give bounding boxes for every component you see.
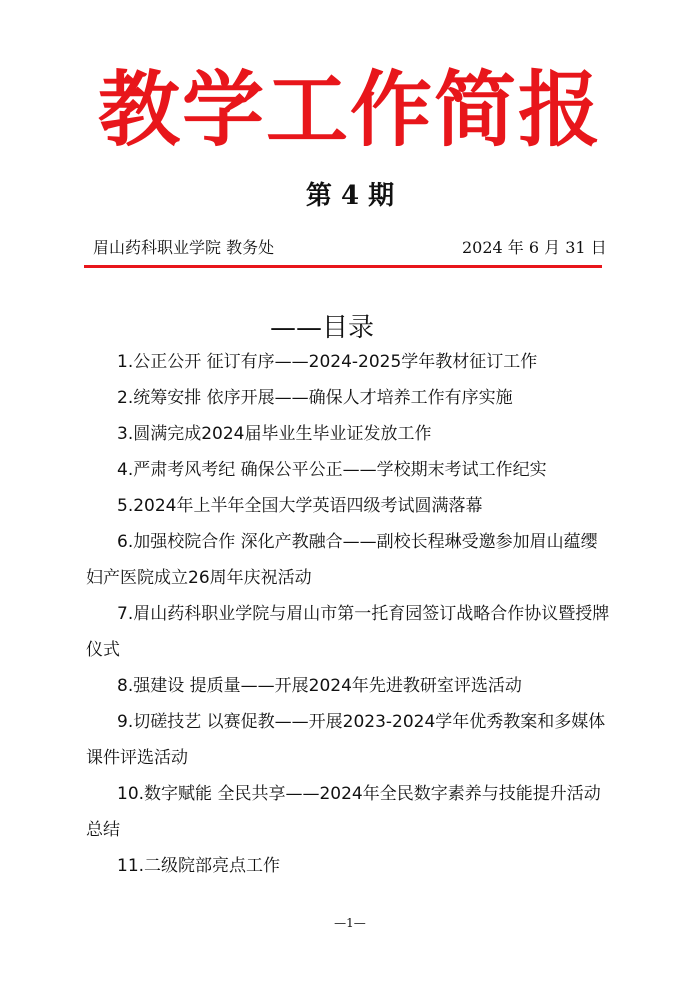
table-of-contents [86, 344, 612, 884]
header-divider [84, 265, 602, 268]
toc-item-4: 4.严肃考风考纪 确保公平公正——学校期末考试工作纪实 [117, 460, 547, 480]
toc-item-5: 5.2024年上半年全国大学英语四级考试圆满落幕 [117, 496, 483, 516]
toc-item-2: 2.统筹安排 依序开展——确保人才培养工作有序实施 [117, 388, 513, 408]
page-number: —1— [334, 916, 366, 930]
toc-item-3: 3.圆满完成2024届毕业生毕业证发放工作 [117, 424, 432, 444]
publication-date: 2024 年 6 月 31 日 [462, 238, 607, 257]
department-name: 眉山药科职业学院 教务处 [93, 238, 275, 257]
toc-item-10: 10.数字赋能 全民共享——2024年全民数字素养与技能提升活动总结 [86, 784, 601, 840]
toc-item-7: 7.眉山药科职业学院与眉山市第一托育园签订战略合作协议暨授牌仪式 [86, 604, 610, 660]
toc-item-6: 6.加强校院合作 深化产教融合——副校长程琳受邀参加眉山蕴缨妇产医院成立26周年庆祝活动 [86, 532, 598, 588]
newsletter-title: 教学工作简报 [97, 62, 602, 158]
toc-item-11: 11.二级院部亮点工作 [117, 856, 281, 876]
issue-number: 第 4 期 [305, 181, 395, 211]
toc-item-9: 9.切磋技艺 以赛促教——开展2023-2024学年优秀教案和多媒体课件评选活动 [86, 712, 606, 768]
toc-item-1: 1.公正公开 征订有序——2024-2025学年教材征订工作 [117, 352, 538, 372]
toc-item-8: 8.强建设 提质量——开展2024年先进教研室评选活动 [117, 676, 522, 696]
toc-heading: ——目录 [270, 313, 375, 343]
